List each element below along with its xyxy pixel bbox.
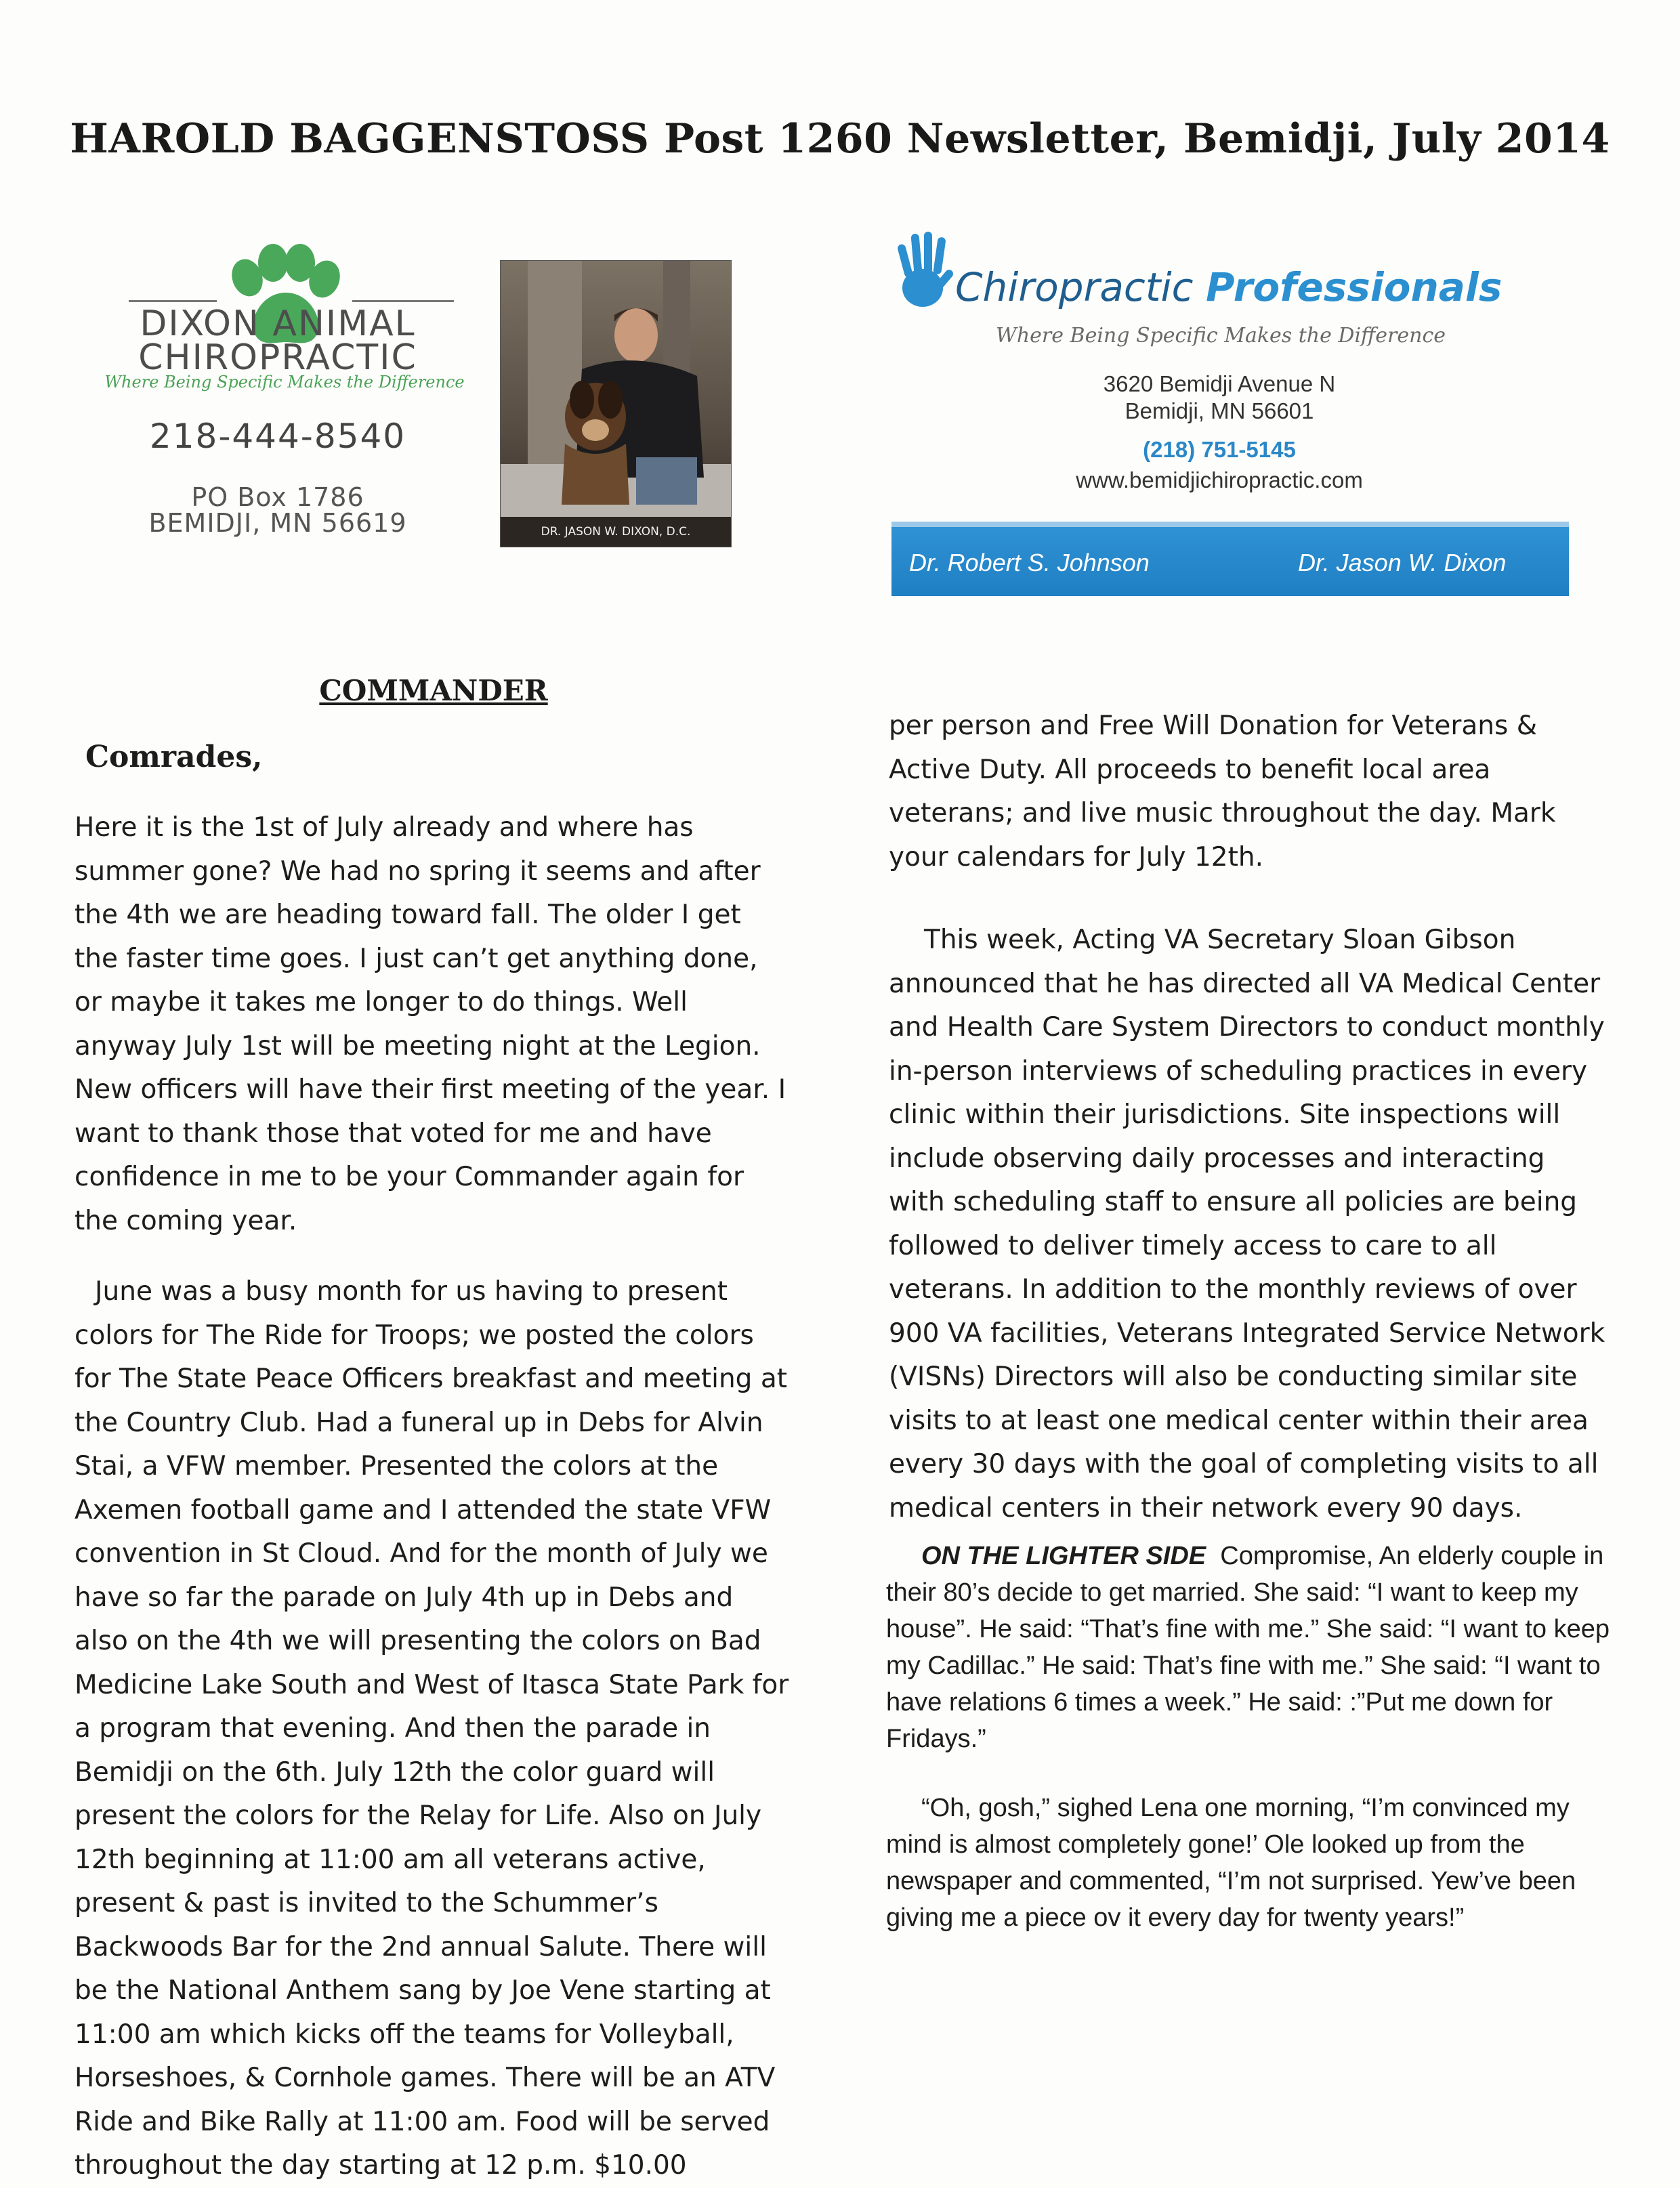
divider <box>129 300 217 302</box>
chiro-tagline: Where Being Specific Makes the Difference <box>996 324 1446 348</box>
dixon-name-line2: CHIROPRACTIC <box>138 337 417 378</box>
commander-paragraph-2: June was a busy month for us having to present colors for The Ride for Troops; we posted the colors for The State Peace Officers breakfast and meeting at the Country Club. Had a funeral up in Debs for Alvin Stai, a VFW member. Presented the colors at the Axemen football game and I attended the state VFW convention in St Cloud. And for the month of July we have so far the parade on July 4th up in Debs and also on the 4th we will presenting the colors on Bad Medicine Lake South and West of Itasca State Park for a program that evening. And then the parade in Bemidji on the 6th. July 12th the color guard will present the colors for the Relay for Life. Also on July 12th beginning at 11:00 am all veterans active, present & past is invited to the Schummer’s Backwoods Bar for the 2nd annual Salute. There will be the National Anthem sang by Joe Vene starting at 11:00 am which kicks off the teams for Volleyball, Horseshoes, & Cornhole games. There will be an ATV Ride and Bike Rally at 11:00 am. Food will be served throughout the day starting at 12 p.m. $10.00 <box>75 1276 789 2181</box>
doctor-with-dog-image <box>501 261 731 547</box>
right-column <box>889 704 1607 1530</box>
salutation: Comrades, <box>85 740 263 774</box>
dixon-address-line1: PO Box 1786 <box>191 482 364 512</box>
commander-paragraph-1: Here it is the 1st of July already and where has summer gone? We had no spring it seems and after the 4th we are heading toward fall. The older I get the faster time goes. I just can’t get anything done, or maybe it takes me longer to do things. Well anyway July 1st will be meeting night at the Legion. New officers will have their first meeting of the year. I want to thank those that voted for me and have confidence in me to be your Commander again for the coming year. <box>75 812 786 1236</box>
doctor-name-2: Dr. Jason W. Dixon <box>1298 549 1507 576</box>
lighter-side-section <box>886 1538 1618 1936</box>
photo-caption: DR. JASON W. DIXON, D.C. <box>541 525 691 539</box>
doctor-photo <box>500 260 732 547</box>
commander-paragraph-3: This week, Acting VA Secretary Sloan Gibson announced that he has directed all VA Medical Center and Health Care System Directors to conduct monthly in-person interviews of scheduling practices in every clinic within their jurisdictions. Site inspections will include observing daily processes and interacting with scheduling staff to ensure all policies are being followed to deliver timely access to care to all veterans. In addition to the monthly reviews of over 900 VA facilities, Veterans Integrated Service Network (VISNs) Directors will also be conducting similar site visits to at least one medical center within their area every 30 days with the goal of completing visits to all medical centers in their network every 90 days. <box>889 925 1605 1523</box>
dixon-name-line1: DIXON ANIMAL <box>140 303 416 344</box>
chiropractic-professionals-ad <box>881 230 1558 610</box>
chiro-brand-word1: Chiropractic <box>955 264 1194 310</box>
chiro-doctor-banner <box>891 522 1569 596</box>
section-heading-commander: COMMANDER <box>319 674 548 707</box>
chiro-address-line2: Bemidji, MN 56601 <box>1125 398 1314 423</box>
chiro-website: www.bemidjichiropractic.com <box>1076 467 1363 492</box>
divider <box>352 300 454 302</box>
lighter-side-paragraph-2: “Oh, gosh,” sighed Lena one morning, “I’m convinced my mind is almost completely gone!’ Ole looked up from the newspaper and commented, “I’m not surprised. Yew’ve been giving me a piece ov it every day for twenty years!” <box>886 1794 1576 1932</box>
left-column <box>75 806 793 2188</box>
lighter-side-text-1: Compromise, An elderly couple in their 80’s decide to get married. She said: “I want to keep my house”. He said: “That’s fine with me.” She said: “I want to keep my Cadillac.” He said: That’s fine with me.” She said: “I want to have relations 6 times a week.” He said: :”Put me down for Fridays.” <box>886 1542 1610 1753</box>
dixon-animal-chiropractic-ad <box>102 244 481 549</box>
commander-paragraph-2-continued: per person and Free Will Donation for Veterans & Active Duty. All proceeds to benefit local area veterans; and live music throughout the day. Mark your calendars for July 12th. <box>889 711 1556 872</box>
lighter-side-paragraph-1 <box>886 1538 1618 1757</box>
chiro-brand <box>955 264 1502 310</box>
lighter-side-heading: ON THE LIGHTER SIDE <box>921 1542 1206 1570</box>
chiro-phone: (218) 751-5145 <box>1143 437 1296 462</box>
chiro-address-line1: 3620 Bemidji Avenue N <box>1103 371 1336 396</box>
page-title: HAROLD BAGGENSTOSS Post 1260 Newsletter, Bemidji, July 2014 <box>70 115 1610 163</box>
dixon-phone: 218-444-8540 <box>149 417 406 456</box>
dixon-tagline: Where Being Specific Makes the Difference <box>104 373 465 392</box>
dixon-address-line2: BEMIDJI, MN 56619 <box>148 508 407 538</box>
chiro-brand-word2: Professionals <box>1205 264 1503 310</box>
hand-print-icon <box>894 230 955 312</box>
doctor-name-1: Dr. Robert S. Johnson <box>909 549 1150 576</box>
